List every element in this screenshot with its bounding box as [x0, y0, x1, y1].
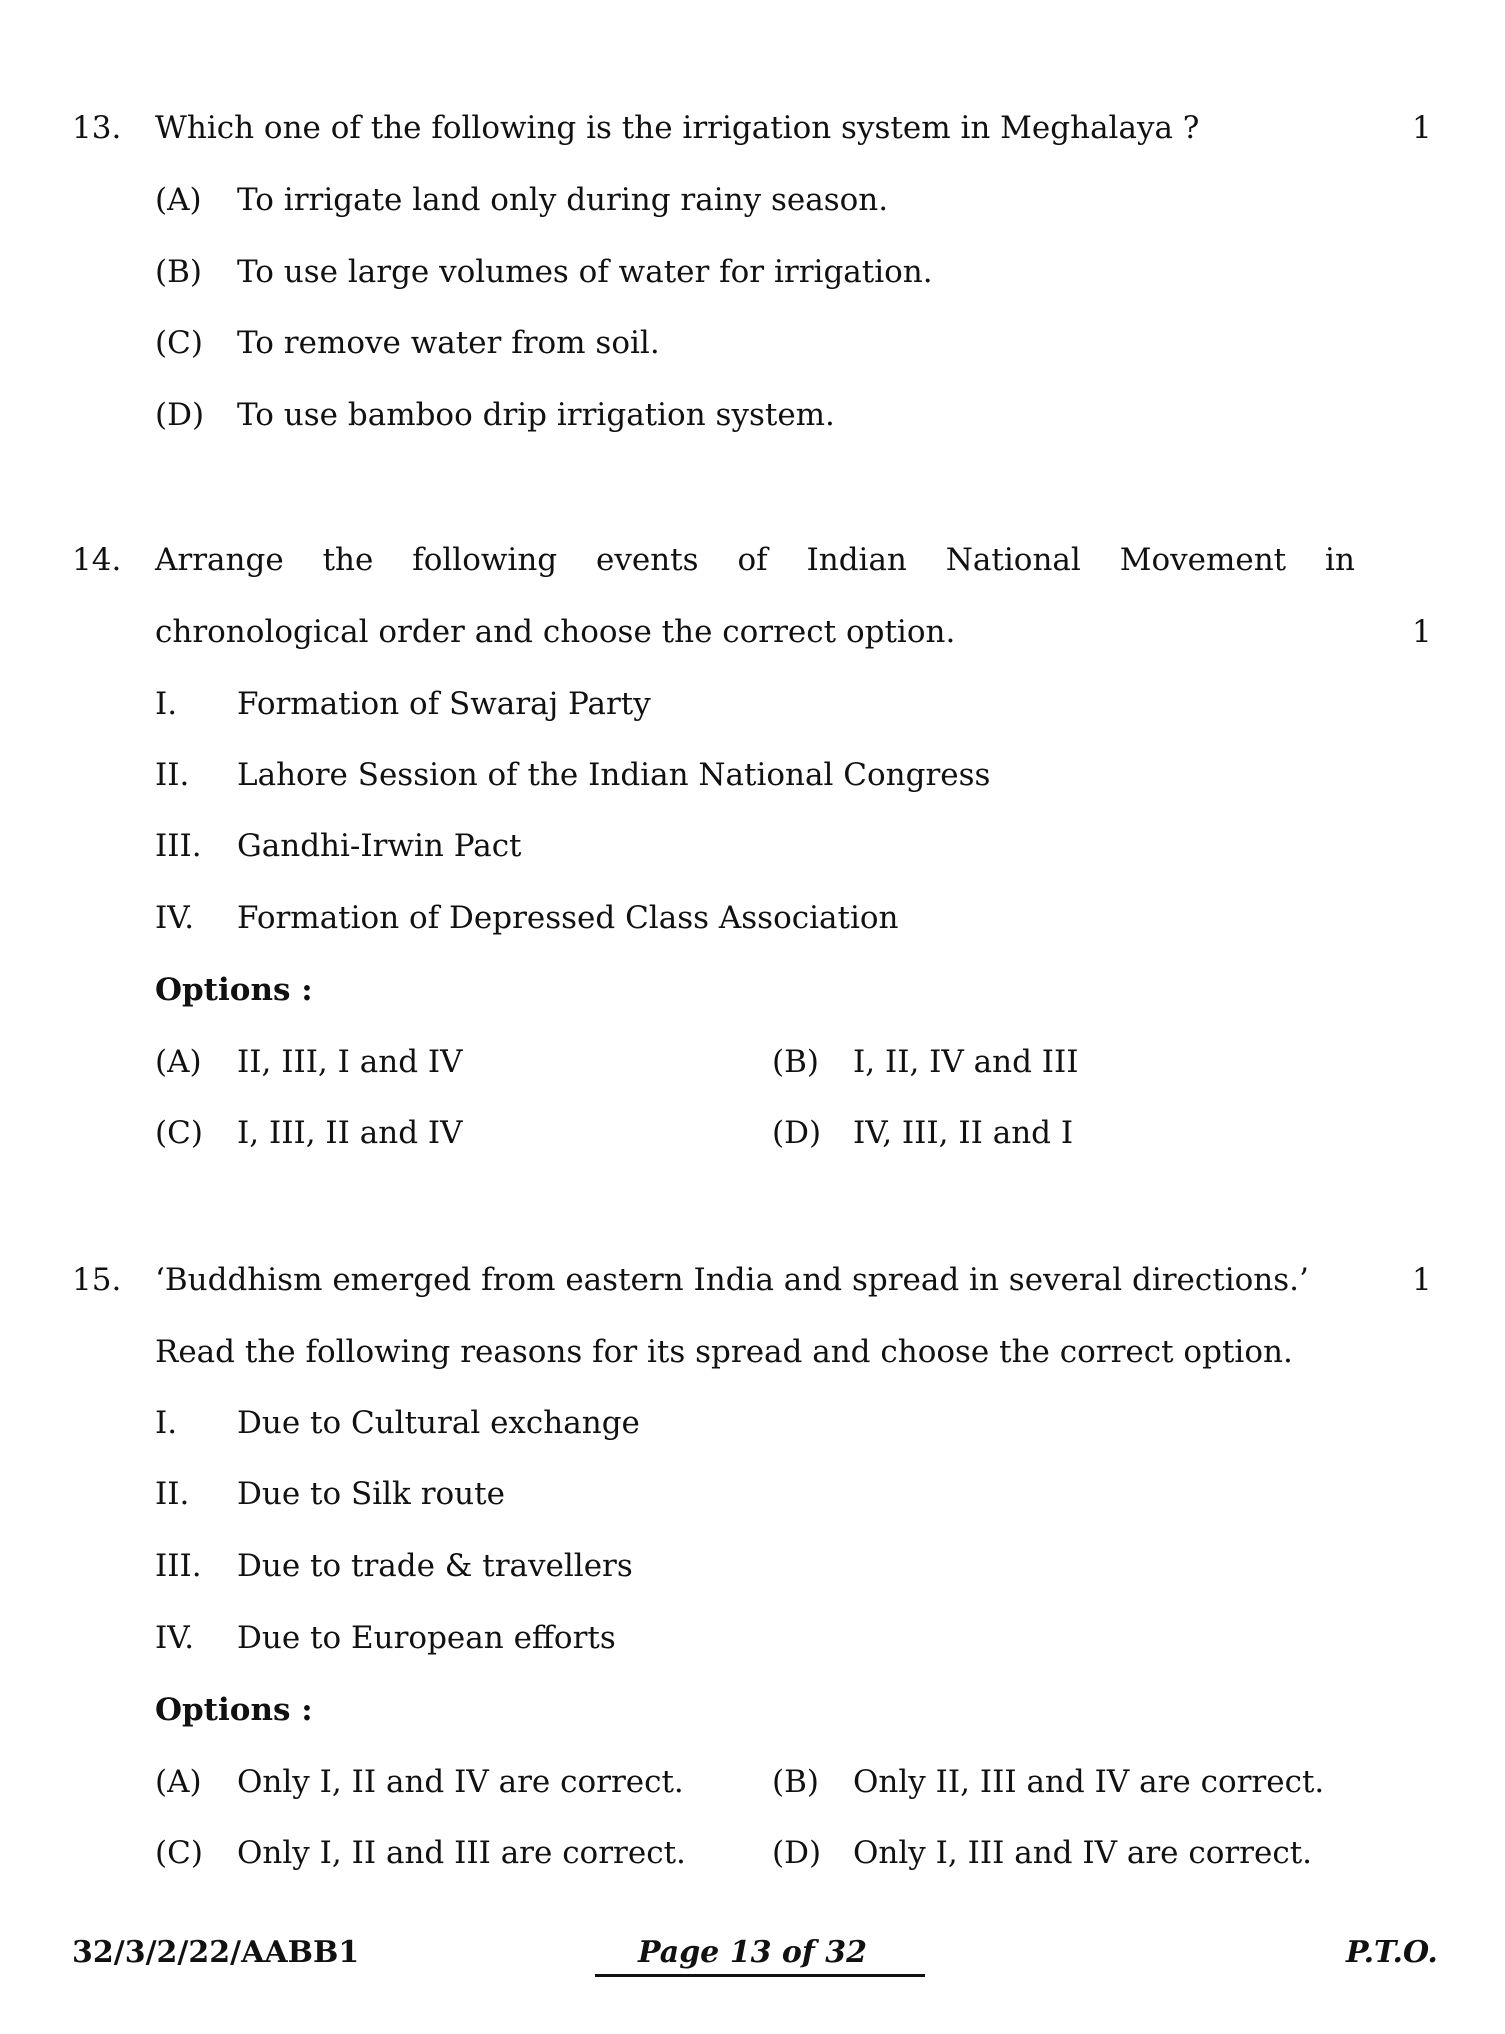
q15-options-heading: Options : — [155, 1692, 313, 1728]
q14-text-line2: chronological order and choose the correct option. — [155, 614, 956, 650]
q13-option-d-text: To use bamboo drip irrigation system. — [237, 397, 835, 433]
q14-item-2-label: II. — [155, 757, 190, 793]
q13-option-c-label: (C) — [155, 325, 203, 361]
q13-marks: 1 — [1412, 110, 1432, 146]
q15-number: 15. — [72, 1262, 122, 1298]
q14-word: events — [596, 542, 699, 578]
q14-word: Indian — [806, 542, 907, 578]
q14-option-d-text: IV, III, II and I — [853, 1115, 1074, 1151]
q15-item-3-text: Due to trade & travellers — [237, 1548, 633, 1584]
q14-word: the — [322, 542, 374, 578]
q14-option-a-text: II, III, I and IV — [237, 1044, 463, 1080]
q15-option-d-label: (D) — [772, 1835, 822, 1871]
q14-option-d-label: (D) — [772, 1115, 822, 1151]
q15-item-1-label: I. — [155, 1405, 178, 1441]
q14-option-b-text: I, II, IV and III — [853, 1044, 1079, 1080]
q14-item-1-label: I. — [155, 686, 178, 722]
q15-marks: 1 — [1412, 1262, 1432, 1298]
q14-option-b-label: (B) — [772, 1044, 819, 1080]
q14-option-c-text: I, III, II and IV — [237, 1115, 463, 1151]
q14-number: 14. — [72, 542, 122, 578]
q15-option-a-label: (A) — [155, 1764, 202, 1800]
q14-word: Movement — [1119, 542, 1287, 578]
q15-option-a-text: Only I, II and IV are correct. — [237, 1764, 684, 1800]
q14-word: following — [412, 542, 558, 578]
q15-item-2-label: II. — [155, 1476, 190, 1512]
q15-text-line2: Read the following reasons for its spread and choose the correct option. — [155, 1334, 1293, 1370]
q13-option-a-label: (A) — [155, 182, 202, 218]
q13-option-a-text: To irrigate land only during rainy season. — [237, 182, 889, 218]
q13-option-b-label: (B) — [155, 254, 202, 290]
q14-option-c-label: (C) — [155, 1115, 203, 1151]
q14-word: of — [737, 542, 768, 578]
q13-number: 13. — [72, 110, 122, 146]
q13-option-d-label: (D) — [155, 397, 205, 433]
q15-option-b-text: Only II, III and IV are correct. — [853, 1764, 1325, 1800]
q14-options-heading: Options : — [155, 972, 313, 1008]
q15-item-2-text: Due to Silk route — [237, 1476, 505, 1512]
q15-option-d-text: Only I, III and IV are correct. — [853, 1835, 1313, 1871]
q14-item-4-text: Formation of Depressed Class Association — [237, 900, 899, 936]
q14-word: National — [945, 542, 1081, 578]
q14-item-3-text: Gandhi-Irwin Pact — [237, 828, 522, 864]
q15-item-4-text: Due to European efforts — [237, 1620, 616, 1656]
page-number-underline — [595, 1974, 925, 1977]
q14-text-line1 — [155, 542, 1355, 578]
page-number: Page 13 of 32 — [638, 1935, 867, 1970]
q15-option-c-text: Only I, II and III are correct. — [237, 1835, 686, 1871]
pto-label: P.T.O. — [1346, 1935, 1438, 1970]
q14-item-3-label: III. — [155, 828, 202, 864]
q14-word: in — [1325, 542, 1355, 578]
q14-marks: 1 — [1412, 614, 1432, 650]
q15-item-3-label: III. — [155, 1548, 202, 1584]
q14-item-1-text: Formation of Swaraj Party — [237, 686, 651, 722]
q14-word: Arrange — [155, 542, 284, 578]
q13-text: Which one of the following is the irrigation system in Meghalaya ? — [155, 110, 1200, 146]
q15-option-b-label: (B) — [772, 1764, 819, 1800]
q15-text: ‘Buddhism emerged from eastern India and spread in several directions.’ — [155, 1262, 1309, 1298]
q13-option-b-text: To use large volumes of water for irrigation. — [237, 254, 933, 290]
q14-item-2-text: Lahore Session of the Indian National Congress — [237, 757, 991, 793]
q13-option-c-text: To remove water from soil. — [237, 325, 660, 361]
q15-item-4-label: IV. — [155, 1620, 195, 1656]
q14-option-a-label: (A) — [155, 1044, 202, 1080]
q15-item-1-text: Due to Cultural exchange — [237, 1405, 640, 1441]
paper-code: 32/3/2/22/AABB1 — [72, 1935, 360, 1970]
q14-item-4-label: IV. — [155, 900, 195, 936]
q15-option-c-label: (C) — [155, 1835, 203, 1871]
